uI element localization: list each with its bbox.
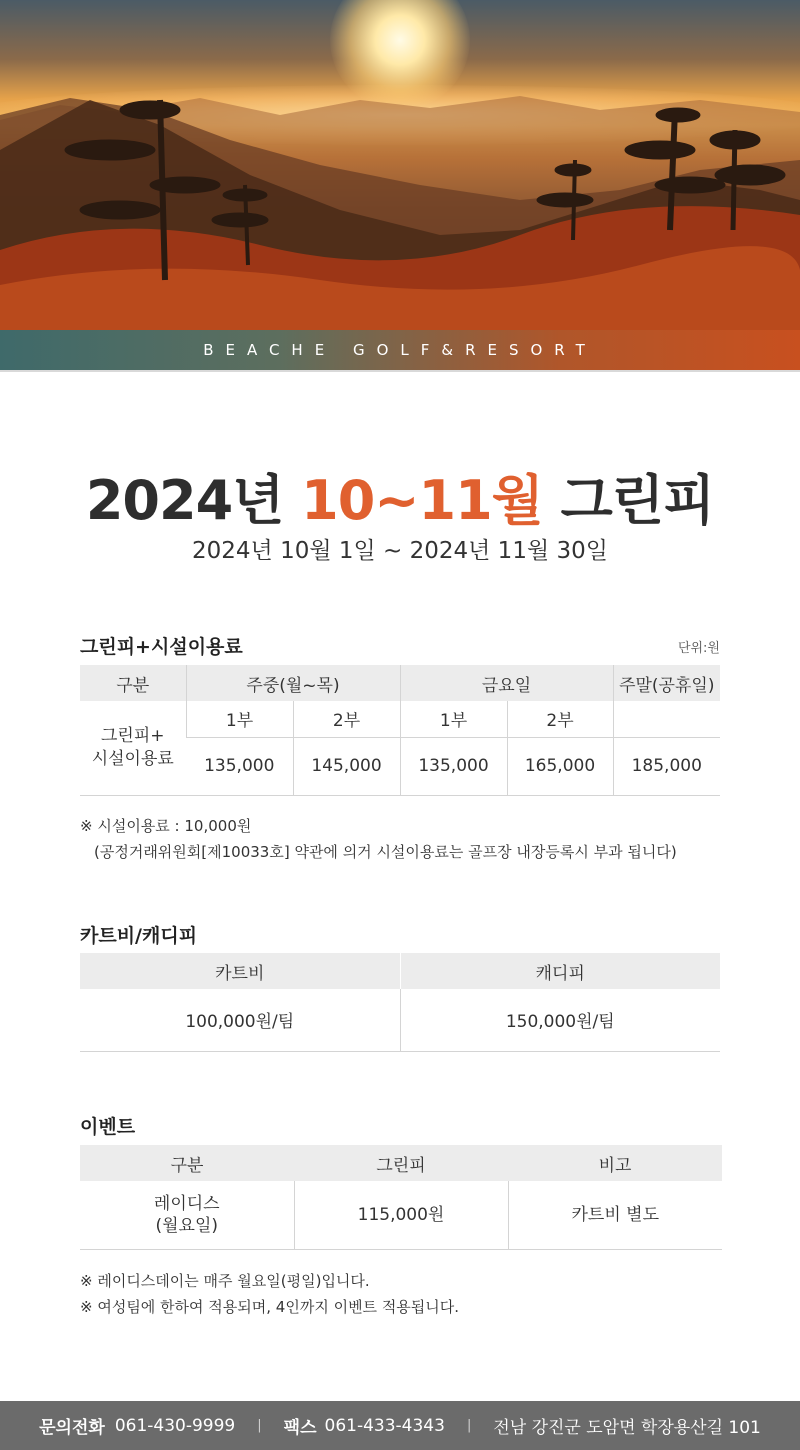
header-cell: 구분	[80, 1145, 294, 1181]
fax-label: 팩스	[283, 1418, 317, 1438]
price-cell: 165,000	[507, 737, 613, 795]
price-cell: 135,000	[400, 737, 507, 795]
note-line: ※ 여성팀에 한하여 적용되며, 4인까지 이벤트 적용됩니다.	[80, 1298, 460, 1316]
header-cell: 카트비	[80, 953, 400, 989]
price-cell: 100,000원/팀	[80, 989, 400, 1051]
fax-number: 061-433-4343	[324, 1415, 445, 1436]
title-year: 2024년	[85, 469, 302, 532]
price-cell: 145,000	[293, 737, 400, 795]
table-header-row	[80, 953, 720, 989]
sub-header-cell: 1부	[186, 701, 293, 737]
row-label	[80, 701, 186, 795]
price-cell: 135,000	[186, 737, 293, 795]
row-label-line: 레이디스	[153, 1193, 220, 1214]
section-title-event: 이벤트	[80, 1116, 136, 1138]
page-title	[0, 458, 800, 535]
hero-image	[0, 0, 800, 330]
phone-number[interactable]: 061-430-9999	[114, 1415, 236, 1436]
sub-header-cell: 2부	[507, 701, 613, 737]
mountain-ridges	[0, 0, 800, 330]
header-cell: 그린피	[294, 1145, 508, 1181]
price-cell: 185,000	[613, 737, 720, 795]
separator: |	[466, 1418, 472, 1433]
header-cell: 주말(공휴일)	[613, 665, 720, 701]
brand-name: BEACHE GOLF&RESORT	[203, 341, 597, 359]
note-line: ※ 시설이용료 : 10,000원	[80, 817, 252, 835]
header-cell: 구분	[80, 665, 186, 701]
header-cell: 캐디피	[400, 953, 720, 989]
separator: |	[257, 1418, 262, 1433]
event-note	[80, 1268, 459, 1320]
green-fee-table	[80, 665, 720, 796]
sub-header-cell: 2부	[293, 701, 400, 737]
brand-band	[0, 330, 800, 370]
unit-note: 단위:원	[677, 641, 720, 656]
table-row	[80, 989, 720, 1051]
table-row	[80, 1181, 722, 1249]
facility-note	[80, 813, 677, 865]
table-header-row	[80, 1145, 722, 1181]
table-row	[80, 701, 720, 737]
header-cell: 주중(월~목)	[186, 665, 400, 701]
phone-label: 문의전화	[39, 1418, 105, 1438]
cart-caddie-table	[80, 953, 720, 1052]
period-subtitle: 2024년 10월 1일 ~ 2024년 11월 30일	[192, 538, 608, 564]
note-line: ※ 레이디스데이는 매주 월요일(평일)입니다.	[80, 1272, 370, 1290]
event-table	[80, 1145, 722, 1250]
title-suffix: 그린피	[542, 469, 715, 532]
sub-header-cell	[613, 701, 720, 737]
contact-footer	[0, 1401, 800, 1450]
header-cell: 비고	[508, 1145, 722, 1181]
address: 전남 강진군 도암면 학장용산길 101	[493, 1418, 761, 1438]
remark-cell: 카트비 별도	[508, 1181, 722, 1249]
section-title-cart-caddie: 카트비/캐디피	[80, 925, 198, 947]
header-cell: 금요일	[400, 665, 613, 701]
divider	[0, 370, 800, 372]
sub-header-cell: 1부	[400, 701, 507, 737]
row-label-line: (월요일)	[155, 1215, 219, 1236]
price-cell: 150,000원/팀	[400, 989, 720, 1051]
note-line: (공정거래위원회[제10033호] 약관에 의거 시설이용료는 골프장 내장등록시 부과 됩니다)	[94, 843, 677, 861]
price-cell: 115,000원	[294, 1181, 508, 1249]
section-title-green-fee: 그린피+시설이용료	[80, 636, 243, 658]
row-label-line: 시설이용료	[91, 748, 174, 769]
row-label-line: 그린피+	[100, 725, 165, 746]
title-months: 10~11월	[301, 469, 543, 532]
table-header-row	[80, 665, 720, 701]
row-label	[80, 1181, 294, 1249]
